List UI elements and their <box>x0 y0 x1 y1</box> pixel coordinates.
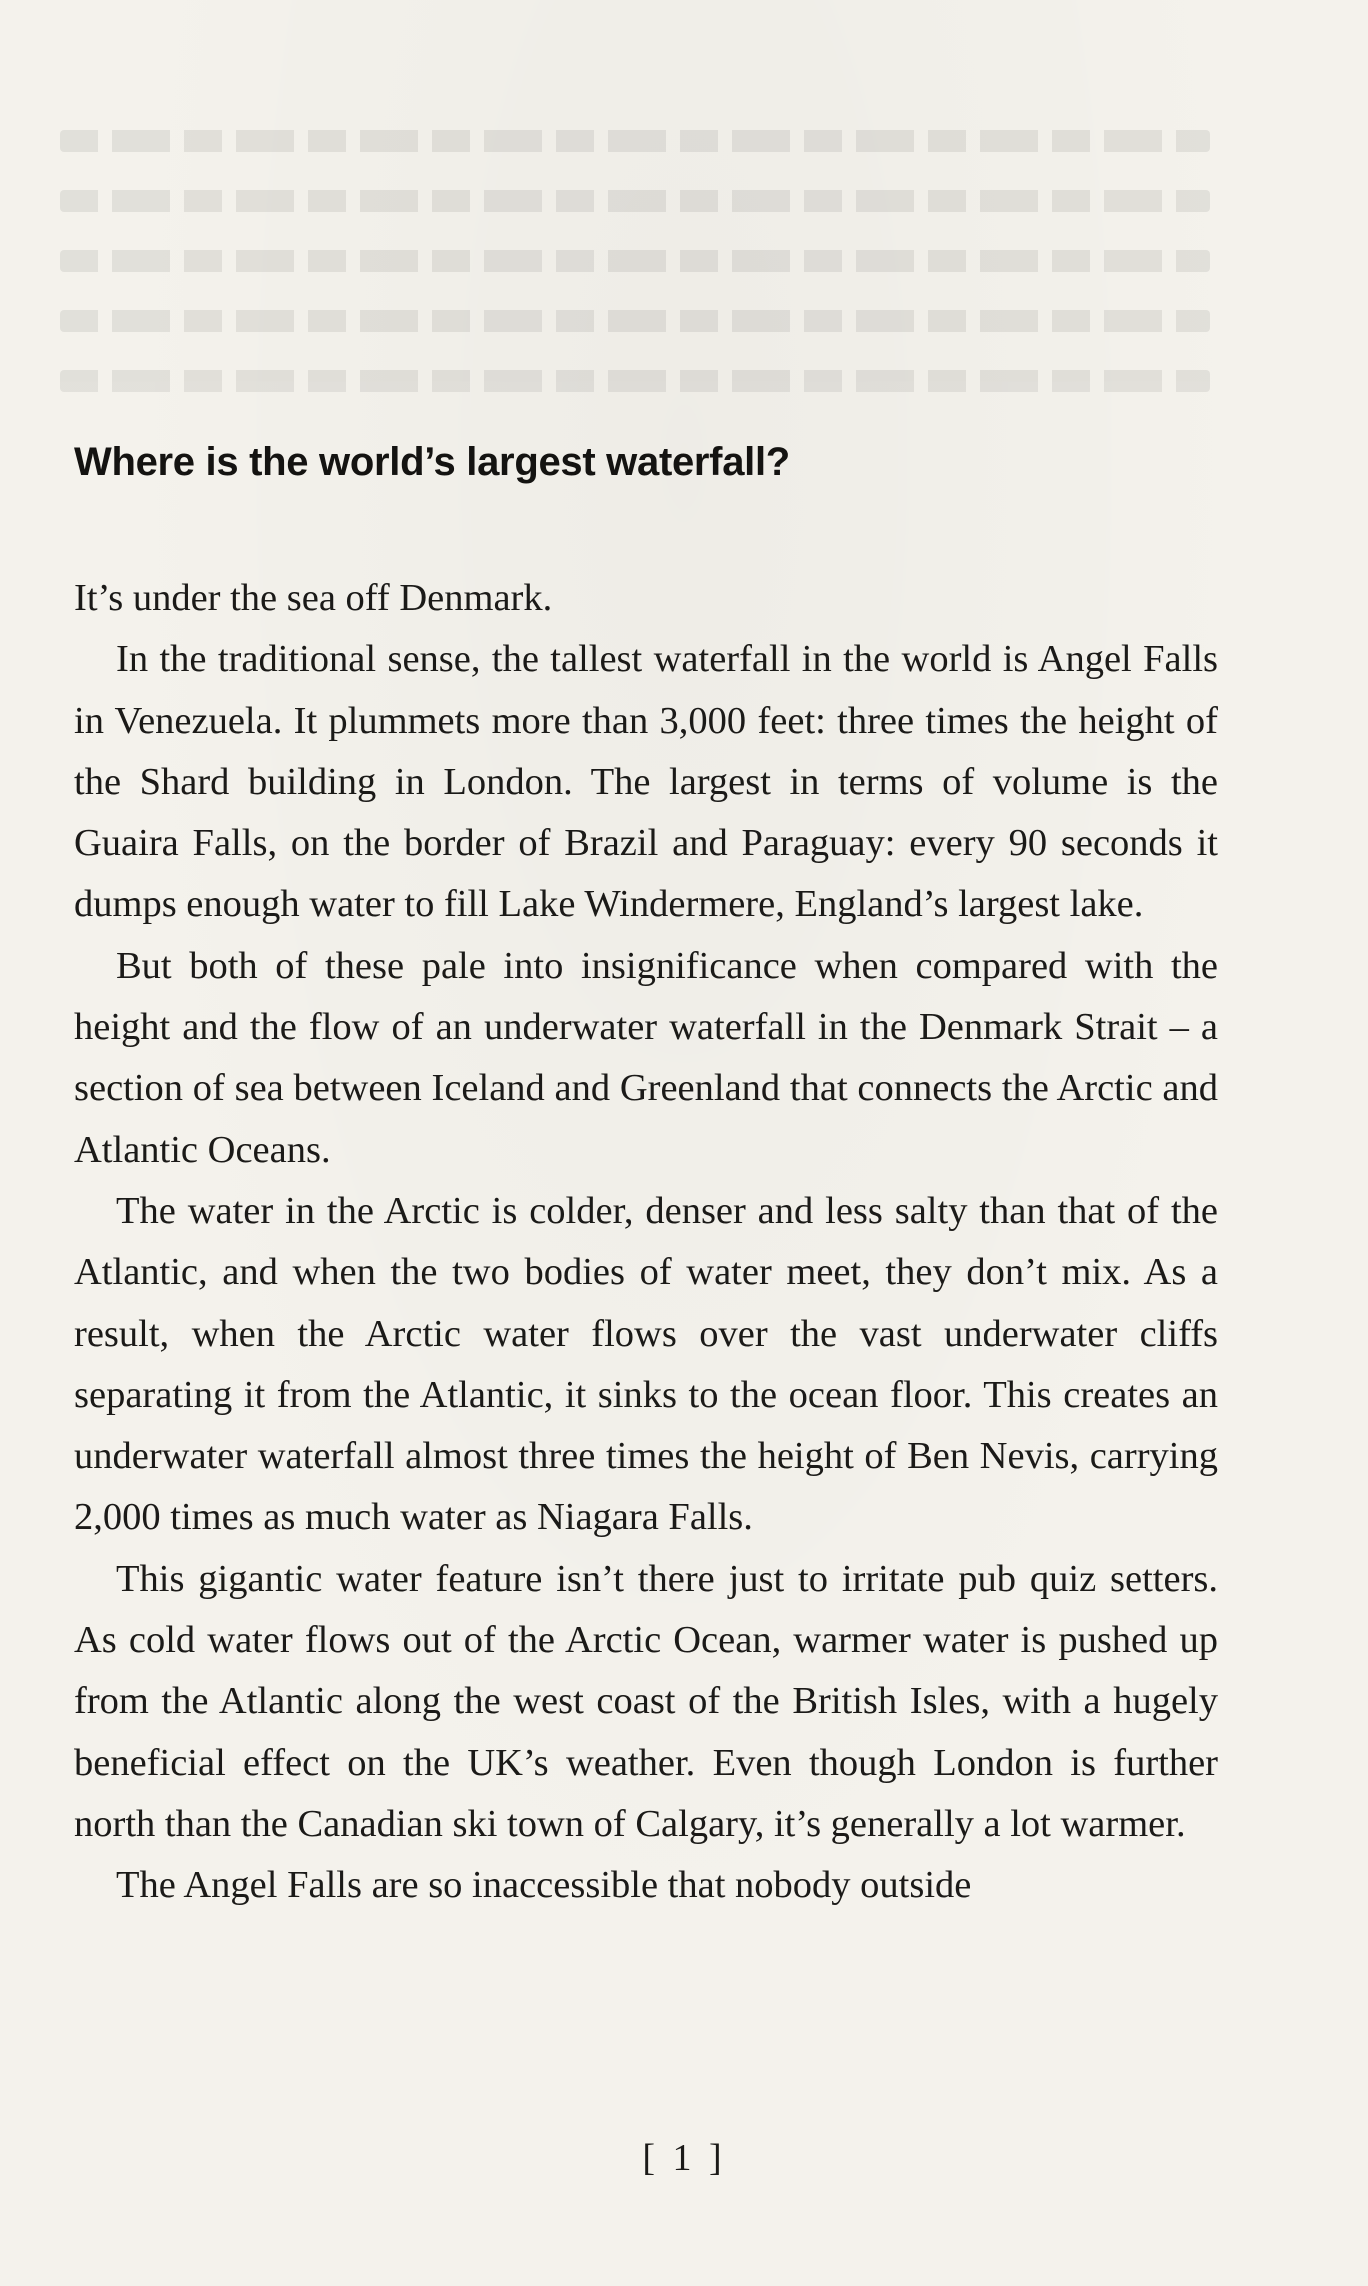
body-text <box>74 568 1218 1917</box>
paragraph-arctic-water: The water in the Arctic is colder, denser and less salty than that of the Atlantic, and when the two bodies of water meet, they don’t mix. As a result, when the Arctic water flows over the vast underwater cliffs separating it from the Atlantic, it sinks to the ocean floor. This creates an underwater waterfall almost three times the height of Ben Nevis, carrying 2,000 times as much water as Niagara Falls. <box>74 1189 1218 1539</box>
paragraph-denmark-strait: But both of these pale into insignificance when compared with the height and the flow of an underwater waterfall in the Denmark Strait – a section of sea between Iceland and Greenland that connects the Arctic and Atlantic Oceans. <box>74 944 1218 1171</box>
paragraph-climate-effect: This gigantic water feature isn’t there just to irritate pub quiz setters. As cold water flows out of the Arctic Ocean, warmer water is pushed up from the Atlantic along the west coast of the British Isles, with a hugely beneficial effect on the UK’s weather. Even though London is further north than the Canadian ski town of Calgary, it’s generally a lot warmer. <box>74 1557 1218 1845</box>
paragraph-angel-falls-continued: The Angel Falls are so inaccessible that nobody outside <box>116 1864 972 1907</box>
paragraph-tallest-falls: In the traditional sense, the tallest waterfall in the world is Angel Falls in Venezuela. It plummets more than 3,000 feet: three times the height of the Shard building in London. The largest in terms of volume is the Guaira Falls, on the border of Brazil and Paraguay: every 90 seconds it dumps enough water to fill Lake Windermere, England’s largest lake. <box>74 638 1218 926</box>
paragraph-answer: It’s under the sea off Denmark. <box>74 577 553 619</box>
page-number: [ 1 ] <box>642 2137 726 2179</box>
show-through-bleed <box>60 130 1210 460</box>
question-heading: Where is the world’s largest waterfall? <box>74 440 790 484</box>
